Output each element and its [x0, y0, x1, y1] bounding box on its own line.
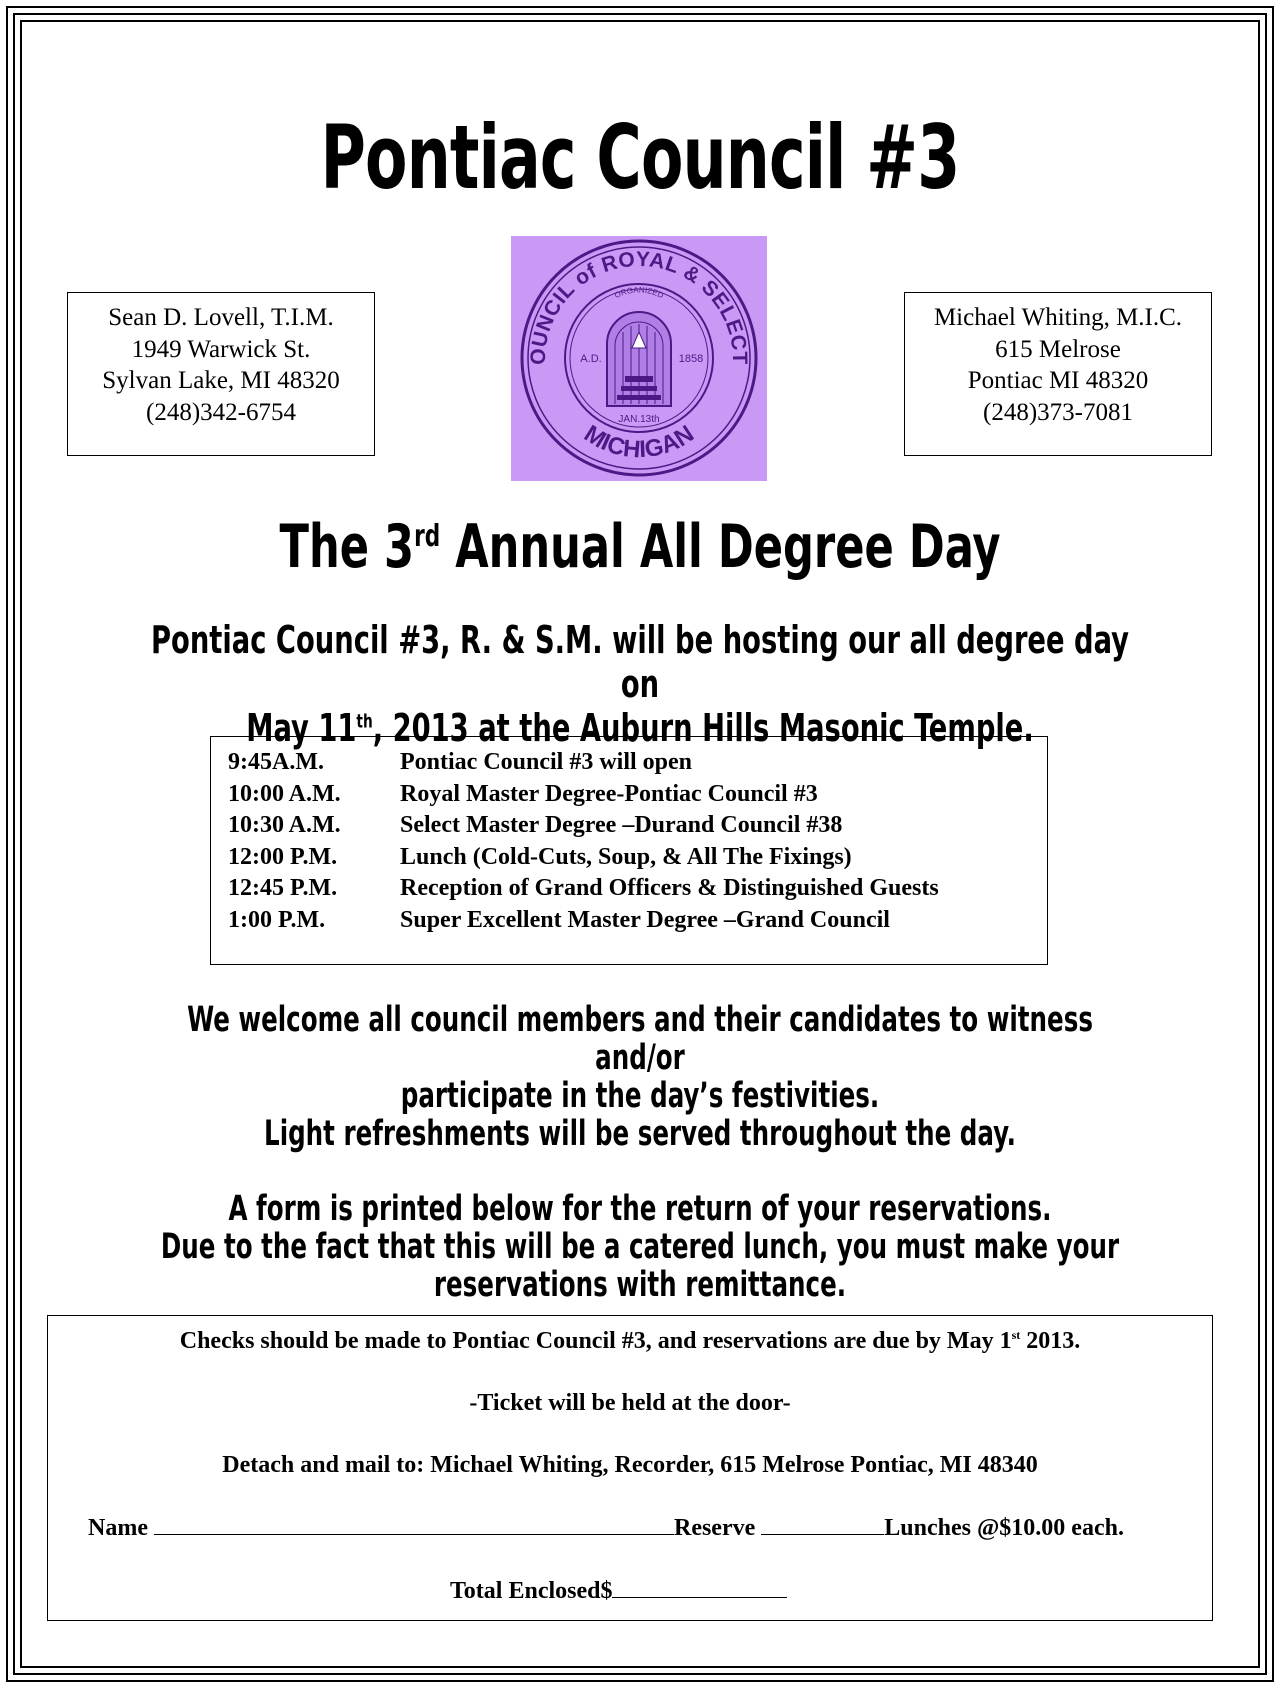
schedule-event: Select Master Degree –Durand Council #38 [400, 812, 843, 838]
contact-phone: (248)342-6754 [146, 398, 296, 426]
reserve-count-field[interactable] [761, 1512, 884, 1535]
contact-phone: (248)373-7081 [983, 398, 1133, 426]
contact-city: Sylvan Lake, MI 48320 [102, 367, 340, 394]
seal-michigan-text: MICHIGAN [579, 420, 699, 464]
intro-line: May 11th, 2013 at the Auburn Hills Masonic Temple. [246, 706, 1034, 750]
svg-text:ORGANIZED [613, 285, 665, 300]
contact-name: Michael Whiting, M.I.C. [933, 304, 1183, 331]
contact-box-left [67, 292, 375, 456]
schedule-event: Reception of Grand Officers & Distinguished Guests [400, 875, 939, 901]
schedule-event: Royal Master Degree-Pontiac Council #3 [400, 780, 818, 807]
reservations-text: A form is printed below for the return of your reservations. Due to the fact that this will be a catered lunch, you must make your reservations with remittance. [160, 1189, 1120, 1305]
seal-year-text: 1858 [678, 353, 704, 365]
schedule-event: Lunch (Cold-Cuts, Soup, & All The Fixings) [400, 843, 852, 870]
intro-line: Pontiac Council #3, R. & S.M. will be hosting our all degree day on [151, 618, 1129, 706]
total-field[interactable] [612, 1575, 787, 1598]
schedule-row [228, 747, 1047, 779]
seal-organized-text: ORGANIZED [613, 285, 665, 301]
event-subtitle [128, 512, 1152, 582]
contact-street: 615 Melrose [995, 335, 1121, 363]
lunch-price-label: Lunches @$10.00 each. [884, 1515, 1124, 1541]
refreshments-text: Light refreshments will be served throughout the day. [264, 1114, 1016, 1154]
total-line [48, 1575, 1212, 1606]
reservation-form [47, 1315, 1213, 1621]
name-reserve-line [48, 1512, 1212, 1543]
checks-note: Checks should be made to Pontiac Council #3, and reservations are due by May 1st 2013. [179, 1328, 1081, 1354]
schedule-event: Pontiac Council #3 will open [400, 749, 693, 775]
schedule-time: 1:00 P.M. [228, 906, 326, 933]
intro-text [128, 618, 1152, 750]
contact-name: Sean D. Lovell, T.I.M. [108, 304, 334, 331]
schedule-row [228, 779, 1047, 811]
schedule-time: 12:45 P.M. [228, 875, 338, 901]
seal-icon [511, 236, 767, 481]
total-label: Total Enclosed$ [450, 1578, 613, 1604]
seal-ad-text: A.D. [580, 353, 602, 365]
council-seal-logo [511, 236, 767, 481]
schedule-box [210, 736, 1048, 965]
schedule-row [228, 842, 1047, 874]
contact-city: Pontiac MI 48320 [967, 367, 1149, 394]
schedule-row [228, 873, 1047, 905]
ticket-note: -Ticket will be held at the door- [469, 1390, 791, 1416]
contact-street: 1949 Warwick St. [131, 335, 311, 363]
seal-ring-text: OUNCIL of ROYAL & SELECT [526, 247, 752, 366]
reserve-label: Reserve [673, 1515, 756, 1541]
schedule-time: 10:30 A.M. [228, 812, 341, 838]
subtitle-ordinal: rd [414, 519, 441, 554]
subtitle-suffix: Annual All Degree Day [440, 512, 1001, 582]
schedule-time: 12:00 P.M. [228, 843, 338, 870]
contact-box-right [904, 292, 1212, 456]
mail-address: Detach and mail to: Michael Whiting, Recorder, 615 Melrose Pontiac, MI 48340 [222, 1452, 1038, 1478]
welcome-text: We welcome all council members and their candidates to witness and/or participate in the day’s festivities. [187, 1000, 1093, 1116]
name-field[interactable] [154, 1512, 674, 1535]
schedule-row [228, 905, 1047, 937]
schedule-event: Super Excellent Master Degree –Grand Council [400, 906, 890, 933]
seal-date-text: JAN.13th [618, 414, 660, 425]
subtitle-prefix: The 3 [279, 512, 415, 582]
schedule-row [228, 810, 1047, 842]
schedule-time: 9:45A.M. [228, 749, 324, 775]
page-title: Pontiac Council #3 [320, 106, 960, 209]
schedule-time: 10:00 A.M. [228, 780, 341, 807]
name-label: Name [88, 1515, 148, 1541]
